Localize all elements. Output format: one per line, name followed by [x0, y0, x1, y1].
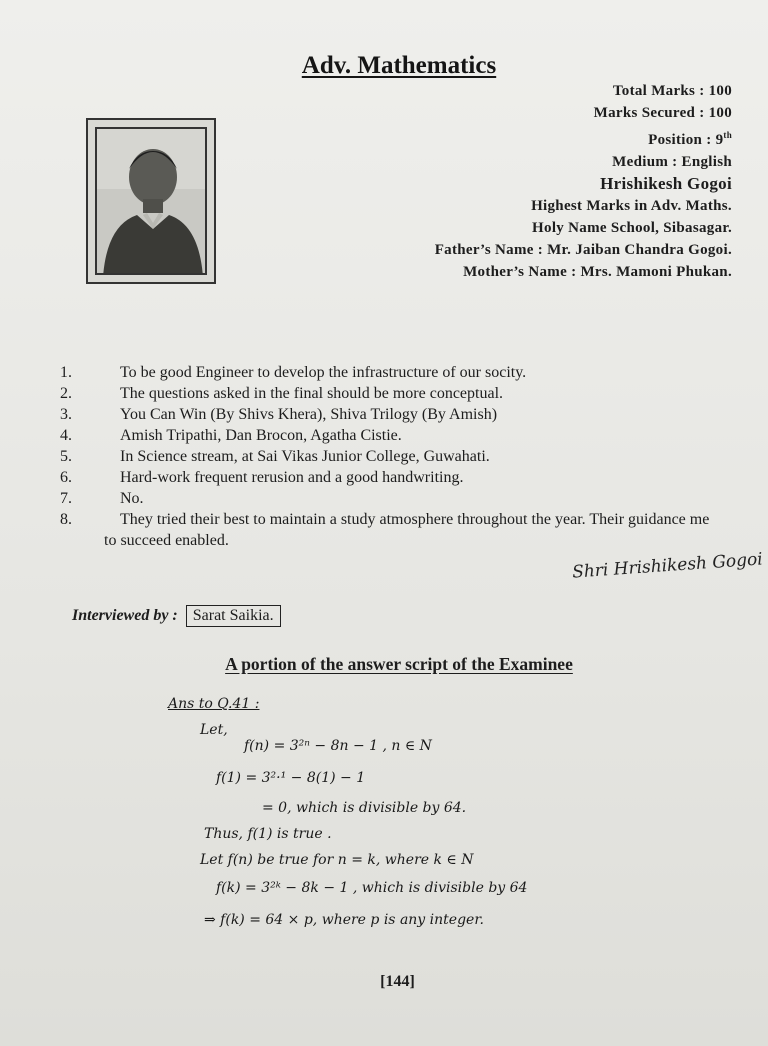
- position: [435, 124, 732, 151]
- student-name: Hrishikesh Gogoi: [600, 174, 732, 193]
- script-line: f(k) = 3²ᵏ − 8k − 1 , which is divisible by 64: [216, 880, 528, 896]
- item-text-continuation: to succeed enabled.: [104, 532, 229, 549]
- item-number: 6.: [60, 469, 72, 486]
- script-line: f(1) = 3²·¹ − 8(1) − 1: [216, 770, 366, 786]
- total-marks: Total Marks : 100: [612, 83, 732, 99]
- interviewed-by: [72, 605, 281, 627]
- list-item: [60, 383, 760, 404]
- list-item: [60, 446, 760, 467]
- list-item: [60, 488, 760, 509]
- marks-secured: Marks Secured : 100: [593, 105, 732, 121]
- student-photo: [95, 127, 207, 275]
- item-number: 5.: [60, 448, 72, 465]
- student-info: [435, 80, 732, 283]
- medium: Medium : English: [612, 154, 732, 170]
- item-text: Hard-work frequent rerusion and a good handwriting.: [120, 469, 464, 486]
- script-line: Let f(n) be true for n = k, where k ∈ N: [200, 852, 474, 868]
- item-number: 2.: [60, 385, 72, 402]
- script-line: Thus, f(1) is true .: [204, 826, 332, 842]
- answer-script: [0, 690, 768, 950]
- item-number: 3.: [60, 406, 72, 423]
- item-text: They tried their best to maintain a study atmosphere throughout the year. Their guidance me: [120, 511, 710, 528]
- interviewer-name: Sarat Saikia.: [186, 605, 281, 627]
- page-title: Adv. Mathematics: [301, 52, 497, 79]
- signature: Shri Hrishikesh Gogoi: [571, 549, 764, 583]
- item-text: Amish Tripathi, Dan Brocon, Agatha Cistie.: [120, 427, 402, 444]
- position-suffix: th: [723, 130, 732, 140]
- highest-marks: Highest Marks in Adv. Maths.: [531, 198, 732, 214]
- script-line: = 0, which is divisible by 64.: [262, 800, 467, 816]
- list-item: [60, 425, 760, 446]
- portrait-icon: [97, 129, 207, 275]
- script-line: Let,: [200, 722, 228, 738]
- item-text: No.: [120, 490, 144, 507]
- item-number: 8.: [60, 511, 72, 528]
- student-photo-frame: [86, 118, 216, 284]
- item-text: To be good Engineer to develop the infrastructure of our socity.: [120, 364, 527, 381]
- list-item: [60, 467, 760, 488]
- script-line: Ans to Q.41 :: [168, 696, 260, 712]
- father-name: Father’s Name : Mr. Jaiban Chandra Gogoi.: [434, 242, 732, 258]
- answer-list: [60, 362, 760, 551]
- position-value: Position : 9: [648, 132, 724, 148]
- item-number: 1.: [60, 364, 72, 381]
- school-name: Holy Name School, Sibasagar.: [532, 220, 732, 236]
- script-line: f(n) = 3²ⁿ − 8n − 1 , n ∈ N: [244, 738, 432, 754]
- list-item: [60, 404, 760, 425]
- list-item: [60, 509, 760, 530]
- page-number: [144]: [380, 973, 415, 990]
- script-line: ⇒ f(k) = 64 × p, where p is any integer.: [204, 912, 484, 928]
- item-text: In Science stream, at Sai Vikas Junior College, Guwahati.: [120, 448, 490, 465]
- item-text: You Can Win (By Shivs Khera), Shiva Trilogy (By Amish): [120, 406, 498, 423]
- section-title: A portion of the answer script of the Examinee: [225, 654, 573, 674]
- item-number: 7.: [60, 490, 72, 507]
- mother-name: Mother’s Name : Mrs. Mamoni Phukan.: [463, 264, 732, 280]
- item-text: The questions asked in the final should be more conceptual.: [120, 385, 504, 402]
- list-item: [60, 362, 760, 383]
- interviewed-label: Interviewed by :: [72, 607, 178, 624]
- item-number: 4.: [60, 427, 72, 444]
